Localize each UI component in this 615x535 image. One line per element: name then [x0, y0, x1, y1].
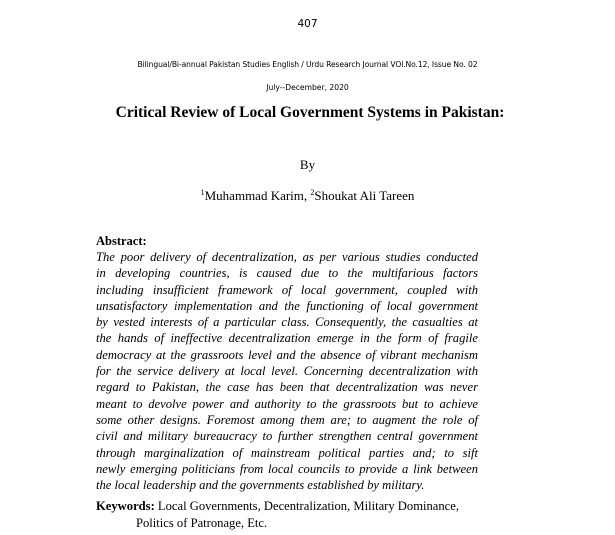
- abstract-line: the hands of ineffective decentralization emerge in the form of fragile: [96, 331, 478, 346]
- authors: [0, 188, 615, 204]
- abstract-line: through marginalization of mainstream political parties and; to sift: [96, 445, 478, 460]
- keywords-list-line-2: Politics of Patronage, Etc.: [136, 516, 268, 530]
- keywords-list-line-1: Local Governments, Decentralization, Military Dominance,: [154, 499, 460, 513]
- author-1-affiliation-marker: 1: [200, 188, 205, 197]
- abstract-line: including insufficient framework of local government, coupled with: [96, 282, 478, 297]
- keywords-label: Keywords:: [96, 499, 155, 513]
- abstract-line: by vested interests of a particular class. Consequently, the casualties at: [96, 315, 478, 330]
- abstract-line: regard to Pakistan, the case has been that decentralization was never: [96, 380, 478, 395]
- abstract-line: newly emerging politicians from local councils to provide a link between: [96, 461, 478, 476]
- abstract-line: some other designs. Foremost among them are; to augment the role of: [96, 412, 478, 427]
- abstract-line: democracy at the grassroots level and the absence of vibrant mechanism: [96, 347, 478, 362]
- issue-date: July--December, 2020: [266, 83, 349, 92]
- abstract-line: civil and military bureaucracy to further strengthen central government: [96, 429, 478, 444]
- abstract-body: [96, 249, 478, 493]
- abstract-line: unsatisfactory implementation and the functioning of local government: [96, 298, 478, 313]
- by-line: By: [299, 157, 316, 172]
- page-number: 407: [297, 18, 318, 30]
- keywords: [96, 498, 486, 532]
- abstract-line: the local leadership and the governments established by military.: [96, 478, 425, 493]
- author-2-affiliation-marker: 2: [310, 188, 315, 197]
- abstract-heading: Abstract:: [96, 234, 147, 248]
- abstract-line: in developing countries, is caused due to the multifarious factors: [96, 266, 478, 281]
- abstract-line: for the service delivery at local level. Concerning decentralization with: [96, 364, 478, 379]
- author-2-name: Shoukat Ali Tareen: [314, 188, 415, 203]
- abstract-line: The poor delivery of decentralization, as per various studies conducted: [96, 250, 478, 264]
- abstract-line: meant to devolve power and authority to the grassroots but to achieve: [96, 396, 478, 411]
- journal-header: Bilingual/Bi-annual Pakistan Studies English / Urdu Research Journal VOl.No.12, Issue No. 02: [137, 60, 478, 69]
- paper-title: Critical Review of Local Government Systems in Pakistan:: [115, 104, 505, 121]
- author-1-name: Muhammad Karim,: [204, 188, 311, 203]
